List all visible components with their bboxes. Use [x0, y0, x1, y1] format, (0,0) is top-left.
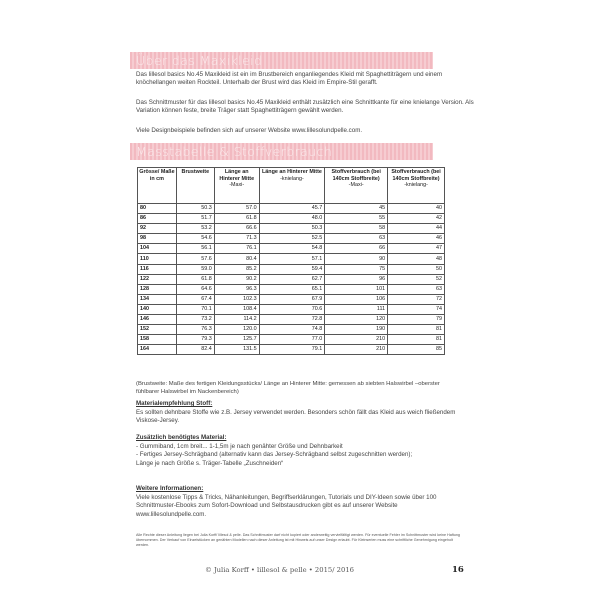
table-cell: 63	[388, 284, 445, 294]
table-cell: 81	[388, 335, 445, 345]
table-cell: 61.8	[176, 274, 214, 284]
table-cell: 47	[388, 244, 445, 254]
table-cell: 46	[388, 234, 445, 244]
table-cell: 58	[325, 224, 388, 234]
table-cell: 81	[388, 325, 445, 335]
table-cell: 42	[388, 214, 445, 224]
table-cell: 67.4	[176, 294, 214, 304]
section-banner-size-table	[130, 143, 433, 160]
table-cell: 50.3	[259, 224, 325, 234]
table-cell: 96	[325, 274, 388, 284]
table-cell: 61.8	[214, 214, 259, 224]
header-fabric-knee: Stoffverbrauch (bei 140cm Stoffbreite) -knielang-	[388, 168, 445, 204]
table-cell: 82.4	[176, 345, 214, 355]
table-row	[138, 234, 445, 244]
table-row	[138, 294, 445, 304]
table-cell: 90.2	[214, 274, 259, 284]
table-row	[138, 264, 445, 274]
table-row	[138, 315, 445, 325]
info-heading: Weitere Informationen:	[136, 485, 204, 492]
table-row	[138, 244, 445, 254]
table-row	[138, 325, 445, 335]
table-cell: 85.2	[214, 264, 259, 274]
table-cell: 54.8	[259, 244, 325, 254]
table-cell: 70.1	[176, 304, 214, 314]
table-row	[138, 254, 445, 264]
size-table	[137, 167, 445, 355]
table-cell: 48.0	[259, 214, 325, 224]
table-note: (Brustweite: Maße des fertigen Kleidungsstücks/ Länge an Hinterer Mitte: gemessen ab siebten Halswirbel –oberster fühlbarer Halswirbel im Nackenbereich)	[136, 381, 440, 395]
table-cell: 40	[388, 204, 445, 214]
table-cell: 70.6	[259, 304, 325, 314]
table-cell-size: 152	[138, 325, 177, 335]
table-cell: 73.2	[176, 315, 214, 325]
material-text: Es sollten dehnbare Stoffe wie z.B. Jersey verwendet werden. Besonders schön fällt das Kleid aus weich fließendem Viskose-Jersey.	[136, 409, 456, 425]
table-cell: 102.3	[214, 294, 259, 304]
table-cell: 59.4	[259, 264, 325, 274]
page-number: 16	[452, 565, 464, 575]
table-cell: 50	[388, 264, 445, 274]
table-cell: 77.0	[259, 335, 325, 345]
table-cell: 52	[388, 274, 445, 284]
table-cell: 44	[388, 224, 445, 234]
table-cell-size: 140	[138, 304, 177, 314]
table-cell: 120.0	[214, 325, 259, 335]
table-cell: 64.6	[176, 284, 214, 294]
table-cell: 67.9	[259, 294, 325, 304]
table-cell: 50.3	[176, 204, 214, 214]
intro-paragraph-3: Viele Designbeispiele befinden sich auf unserer Website www.lillesolundpelle.com.	[136, 127, 363, 134]
table-cell: 62.7	[259, 274, 325, 284]
table-cell-size: 116	[138, 264, 177, 274]
table-cell: 74	[388, 304, 445, 314]
table-cell: 96.3	[214, 284, 259, 294]
table-cell: 72.8	[259, 315, 325, 325]
footer-copyright: © Julia Korff • lillesol & pelle • 2015/ 2016	[205, 566, 354, 574]
table-cell: 131.5	[214, 345, 259, 355]
table-cell: 210	[325, 345, 388, 355]
table-cell: 210	[325, 335, 388, 345]
table-cell: 111	[325, 304, 388, 314]
table-cell: 76.3	[176, 325, 214, 335]
table-cell-size: 122	[138, 274, 177, 284]
table-cell: 190	[325, 325, 388, 335]
header-size: Grösse/ Maße in cm	[138, 168, 177, 204]
header-fabric-maxi: Stoffverbrauch (bei 140cm Stoffbreite) -Maxi-	[325, 168, 388, 204]
table-cell-size: 92	[138, 224, 177, 234]
table-cell: 54.6	[176, 234, 214, 244]
extra-material-list	[136, 443, 466, 468]
table-cell: 76.1	[214, 244, 259, 254]
header-length-maxi: Länge an Hinterer Mitte -Maxi-	[214, 168, 259, 204]
table-cell: 48	[388, 254, 445, 264]
table-cell: 52.5	[259, 234, 325, 244]
table-cell-size: 134	[138, 294, 177, 304]
table-cell: 53.2	[176, 224, 214, 234]
table-cell-size: 146	[138, 315, 177, 325]
size-table-header-row	[138, 168, 445, 204]
table-row	[138, 284, 445, 294]
table-cell: 74.8	[259, 325, 325, 335]
header-length-knee: Länge an Hinterer Mitte -knielang-	[259, 168, 325, 204]
table-cell: 72	[388, 294, 445, 304]
material-heading: Materialempfehlung Stoff:	[136, 400, 213, 407]
section-banner-about	[130, 52, 433, 69]
table-cell-size: 128	[138, 284, 177, 294]
table-cell: 56.1	[176, 244, 214, 254]
table-cell: 71.3	[214, 234, 259, 244]
table-cell: 66	[325, 244, 388, 254]
table-cell: 90	[325, 254, 388, 264]
extra-material-line: - Gummiband, 1cm breit... 1-1,5m je nach genähter Größe und Dehnbarkeit	[136, 443, 343, 450]
section-title-about: Über das Maxikleid	[136, 53, 263, 68]
table-row	[138, 214, 445, 224]
table-cell: 79	[388, 315, 445, 325]
extra-material-heading: Zusätzlich benötigtes Material:	[136, 434, 227, 441]
table-row	[138, 345, 445, 355]
table-cell: 45.7	[259, 204, 325, 214]
table-cell: 57.0	[214, 204, 259, 214]
table-cell: 63	[325, 234, 388, 244]
table-cell: 65.1	[259, 284, 325, 294]
table-cell-size: 104	[138, 244, 177, 254]
table-cell: 101	[325, 284, 388, 294]
table-cell: 114.2	[214, 315, 259, 325]
table-cell: 108.4	[214, 304, 259, 314]
table-row	[138, 335, 445, 345]
table-cell: 57.1	[259, 254, 325, 264]
table-cell-size: 158	[138, 335, 177, 345]
table-row	[138, 304, 445, 314]
table-cell-size: 86	[138, 214, 177, 224]
table-cell-size: 164	[138, 345, 177, 355]
section-title-size-table: Masstabelle & Stoffverbrauch	[136, 144, 333, 159]
table-cell: 85	[388, 345, 445, 355]
header-bust: Brustweite	[176, 168, 214, 204]
table-cell-size: 110	[138, 254, 177, 264]
legal-notice: Alle Rechte dieser Anleitung liegen bei Julia Korff/ lillesol & pelle. Das Schnittmuster darf nicht kopiert oder anderweitig vervielfältigt werden. Für eventuelle Fehler im Schnittmuster wird keine Haftung übernommen. Der Verkauf von Einzelstücken an genähten Modellen nach dieser Anleitung ist mit Hinweis auf unser Design erlaubt. Für Kleinserien muss eine schriftliche Genehmigung eingeholt werden.	[136, 533, 460, 548]
table-cell: 106	[325, 294, 388, 304]
table-cell: 45	[325, 204, 388, 214]
table-cell: 59.0	[176, 264, 214, 274]
extra-material-line: Länge je nach Größe s. Träger-Tabelle „Zuschneiden“	[136, 459, 284, 467]
intro-paragraph-1: Das lillesol basics No.45 Maxikleid ist ein im Brustbereich enganliegendes Kleid mit Spaghettiträgern und einem knöchellangen weiten Rockteil. Unterhalb der Brust wird das Kleid im Empire-Stil gerafft.	[136, 71, 443, 87]
table-cell-size: 98	[138, 234, 177, 244]
table-cell: 75	[325, 264, 388, 274]
table-cell: 79.3	[176, 335, 214, 345]
intro-paragraph-2: Das Schnittmuster für das lillesol basics No.45 Maxikleid enthält zusätzlich eine Schnittkante für eine knielange Version. Als Variation können feste, breite Träger statt Spaghettiträgern gewählt werden.	[136, 99, 474, 115]
table-cell: 79.1	[259, 345, 325, 355]
table-cell-size: 80	[138, 204, 177, 214]
table-cell: 55	[325, 214, 388, 224]
table-cell: 120	[325, 315, 388, 325]
table-row	[138, 204, 445, 214]
table-cell: 51.7	[176, 214, 214, 224]
table-row	[138, 274, 445, 284]
table-cell: 80.4	[214, 254, 259, 264]
table-cell: 66.6	[214, 224, 259, 234]
table-row	[138, 224, 445, 234]
table-cell: 125.7	[214, 335, 259, 345]
info-text: Viele kostenlose Tipps & Tricks, Nähanleitungen, Begriffserklärungen, Tutorials und DIY-Ideen sowie über 100 Schnittmuster-Ebooks zum Sofort-Download und Selbstausdrucken gibt es auf unserer Website www.lillesolundpelle.com.	[136, 494, 437, 518]
extra-material-line: - Fertiges Jersey-Schrägband (alternativ kann das Jersey-Schrägband selbst zugeschnitten werden);	[136, 451, 413, 459]
table-cell: 57.6	[176, 254, 214, 264]
